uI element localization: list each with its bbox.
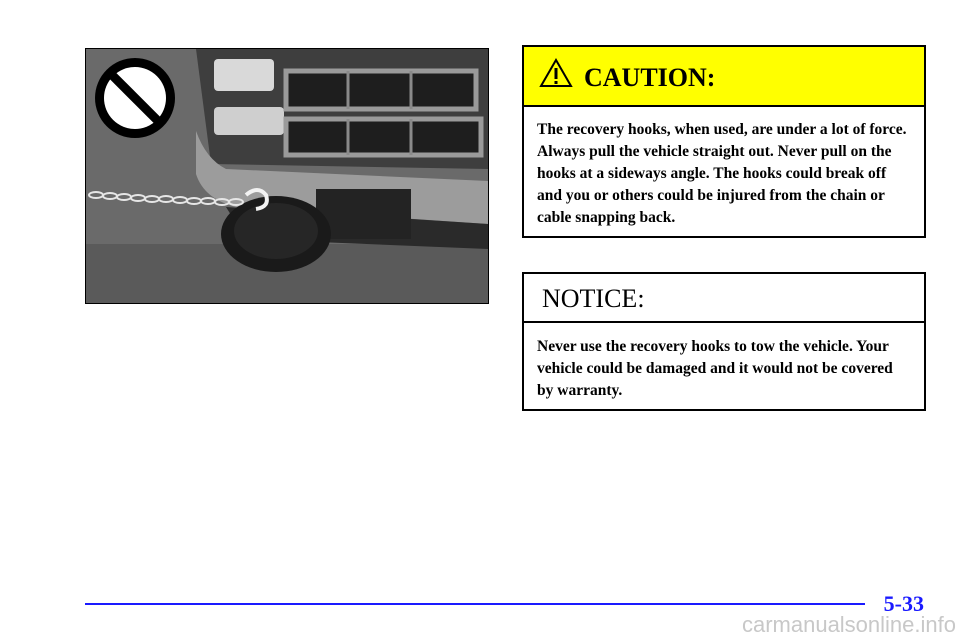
caution-header bbox=[524, 47, 924, 107]
notice-text: Never use the recovery hooks to tow the vehicle. Your vehicle could be damaged and it would not be covered by warranty. bbox=[537, 338, 893, 399]
warning-triangle-icon bbox=[539, 58, 573, 88]
page-number: 5-33 bbox=[883, 591, 924, 616]
notice-box bbox=[522, 272, 926, 411]
recovery-hook-photo bbox=[85, 48, 489, 304]
notice-title: NOTICE: bbox=[542, 284, 645, 313]
caution-text: The recovery hooks, when used, are under a lot of force. Always pull the vehicle straight out. Never pull on the hooks at a sideways angle. The hooks could break off and you or others could be injured from the chain or cable snapping back. bbox=[537, 121, 907, 226]
watermark: carmanualsonline.info bbox=[741, 612, 956, 637]
footer-rule bbox=[85, 603, 865, 605]
caution-box bbox=[522, 45, 926, 238]
caution-title: CAUTION: bbox=[584, 63, 716, 92]
notice-header bbox=[524, 274, 924, 323]
prohibition-icon bbox=[94, 57, 176, 139]
